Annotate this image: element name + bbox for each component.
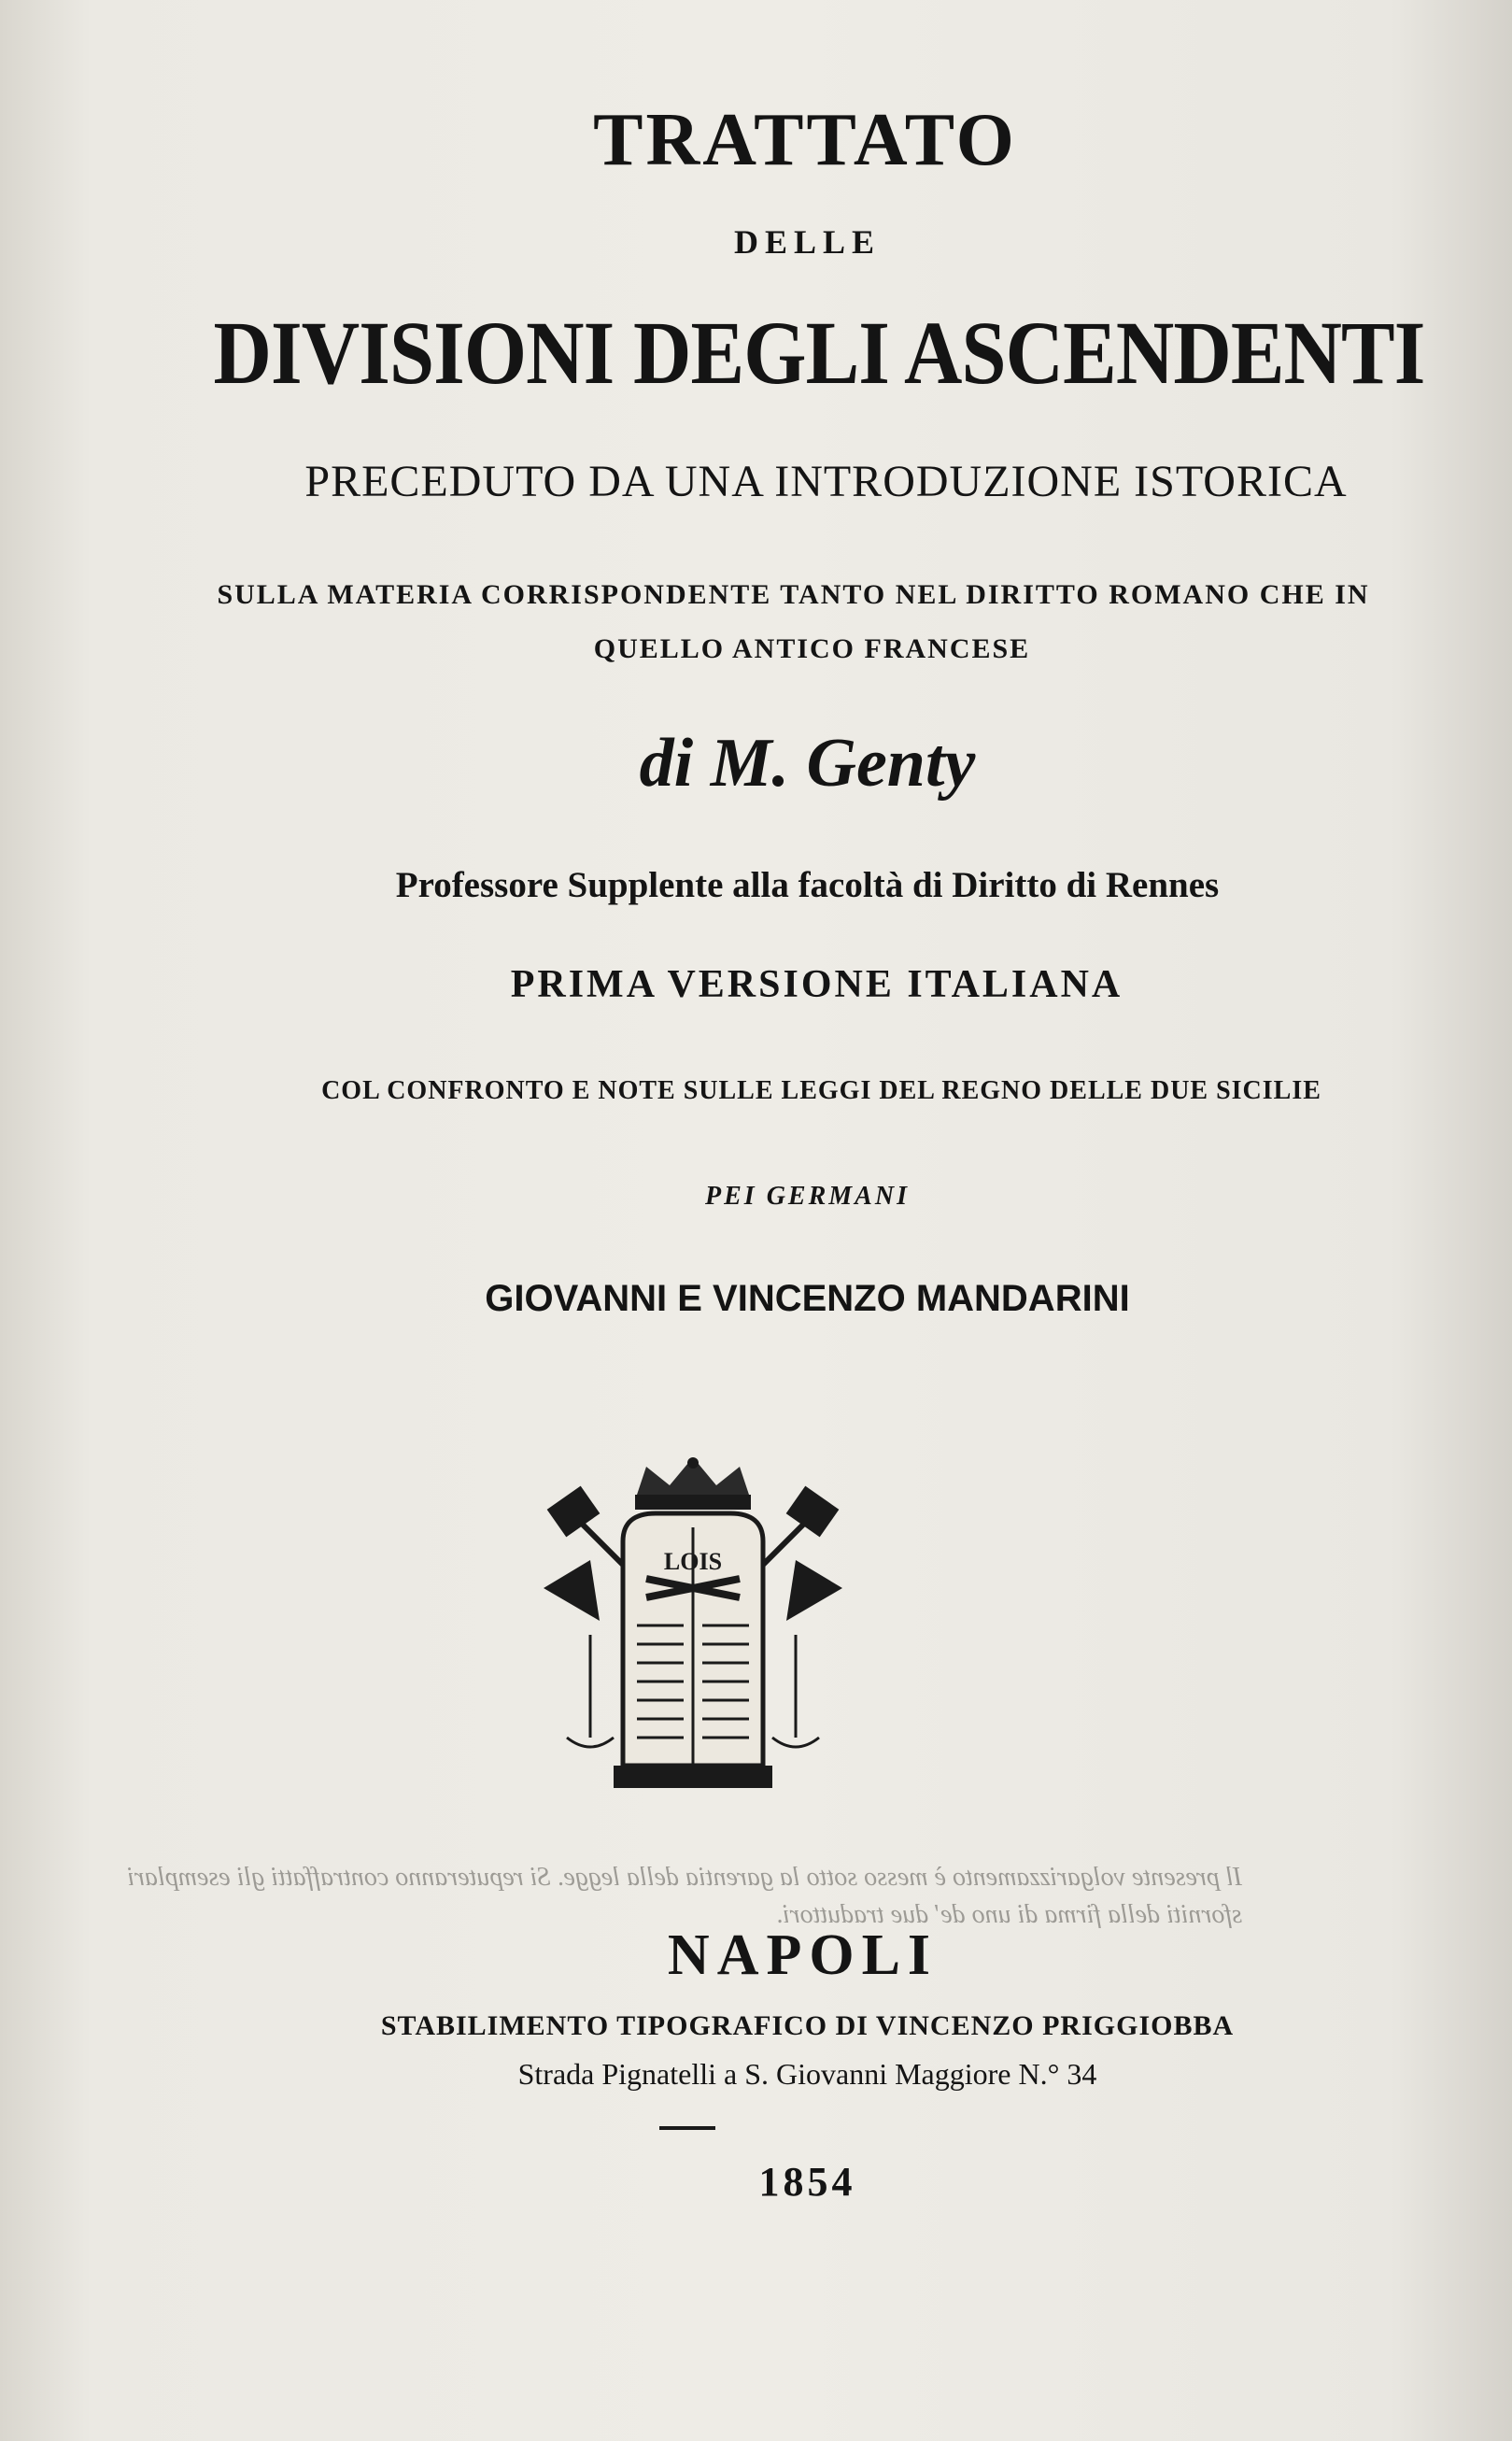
translators: GIOVANNI E VINCENZO MANDARINI [485, 1278, 1130, 1319]
axe-icon [544, 1560, 600, 1621]
imprint-address: Strada Pignatelli a S. Giovanni Maggiore N.° 34 [517, 2057, 1097, 2091]
subtitle-francese: QUELLO ANTICO FRANCESE [593, 633, 1031, 664]
subtitle-materia: SULLA MATERIA CORRISPONDENTE TANTO NEL DIRITTO ROMANO CHE IN [217, 579, 1370, 610]
bleed-through-notice: Il presente volgarizzamento è messo sotto la garentia della legge. Si reputeranno contraffatti gli esemplari sforniti della firma di uno de' due traduttori. [127, 1863, 1242, 1929]
edition-by: PEI GERMANI [705, 1182, 910, 1211]
title-main: DIVISIONI DEGLI ASCENDENTI [213, 303, 1425, 403]
title-delle: DELLE [733, 223, 882, 261]
edition-note: COL CONFRONTO E NOTE SULLE LEGGI DEL REGNO DELLE DUE SICILIE [321, 1076, 1321, 1105]
imprint-year: 1854 [758, 2159, 856, 2205]
crown-icon [635, 1457, 751, 1510]
subtitle-preceduto: PRECEDUTO DA UNA INTRODUZIONE ISTORICA [304, 457, 1348, 506]
emblem-label: LOIS [663, 1548, 723, 1575]
author-name: di M. Genty [639, 725, 976, 802]
title-trattato: TRATTATO [593, 99, 1017, 181]
imprint-city: NAPOLI [667, 1923, 939, 1987]
edition-version: PRIMA VERSIONE ITALIANA [510, 963, 1123, 1006]
printer-emblem [534, 1457, 852, 1803]
author-position: Professore Supplente alla facoltà di Diritto di Rennes [395, 865, 1220, 905]
imprint-printer: STABILIMENTO TIPOGRAFICO DI VINCENZO PRIGGIOBBA [380, 2010, 1235, 2041]
divider-rule [659, 2126, 715, 2130]
